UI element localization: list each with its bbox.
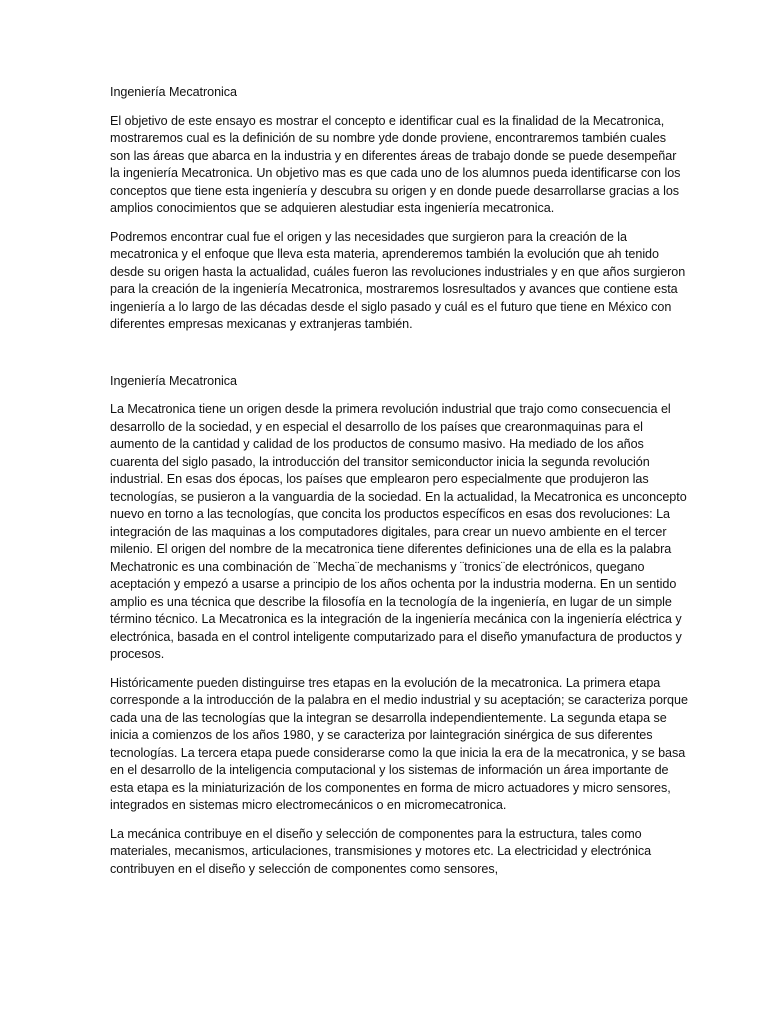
section-spacer (110, 345, 688, 373)
section-origin (110, 373, 688, 879)
paragraph: La Mecatronica tiene un origen desde la primera revolución industrial que trajo como consecuencia el desarrollo de la sociedad, y en especial el desarrollo de los países que crearonmaquinas para el aumento de la cantidad y calidad de los productos de consumo masivo. Ha mediado de los años cuarenta del siglo pasado, la introducción del transitor semiconductor inicia la segunda revolución industrial. En esas dos épocas, los países que emplearon pero especialmente que produjeron las tecnologías, se pusieron a la vanguardia de la sociedad. En la actualidad, la Mecatronica es unconcepto nuevo en torno a las tecnologías, que concita los productos específicos en esas dos revoluciones: La integración de las maquinas a los computadores digitales, para crear un nuevo ambiente en el tercer milenio. El origen del nombre de la mecatronica tiene diferentes definiciones una de ella es la palabra Mechatronic es una combinación de ¨Mecha¨de mechanisms y ¨tronics¨de electrónicos, quegano aceptación y empezó a usarse a principio de los años ochenta por la industria moderna. En un sentido amplio es una técnica que describe la filosofía en la tecnología de la ingeniería, en lugar de un simple término técnico. La Mecatronica es la integración de la ingeniería mecánica con la ingeniería eléctrica y electrónica, basada en el control inteligente computarizado para el diseño ymanufactura de productos y procesos. (110, 402, 687, 661)
section-title: Ingeniería Mecatronica (110, 85, 238, 99)
paragraph: La mecánica contribuye en el diseño y selección de componentes para la estructura, tales como materiales, mecanismos, articulaciones, transmisiones y motores etc. La electricidad y electrónica contribuyen en el diseño y selección de componentes como sensores, (110, 826, 652, 876)
paragraph: Podremos encontrar cual fue el origen y las necesidades que surgieron para la creación de la mecatronica y el enfoque que lleva esta materia, aprenderemos también la evolución que ah tenido desde su origen hasta la actualidad, cuáles fueron las revoluciones industriales y en que años surgieron para la creación de la ingeniería Mecatronica, mostraremos losresultados y avances que contiene esta ingeniería a lo largo de las décadas desde el siglo pasado y cuál es el futuro que tiene en México con diferentes empresas mexicanas y extranjeras también. (110, 229, 686, 331)
section-intro (110, 84, 688, 334)
paragraph: El objetivo de este ensayo es mostrar el concepto e identificar cual es la finalidad de la Mecatronica, mostraremos cual es la definición de su nombre yde donde proviene, encontraremos también cuales son las áreas que abarca en la industria y en diferentes áreas de trabajo donde se puede desempeñar la ingeniería Mecatronica. Un objetivo mas es que cada uno de los alumnos pueda identificarse con los conceptos que tiene esta ingeniería y descubra su origen y en donde puede desarrollarse gracias a los amplios conocimientos que se adquieren alestudiar esta ingeniería mecatronica. (110, 113, 681, 215)
paragraph: Históricamente pueden distinguirse tres etapas en la evolución de la mecatronica. La primera etapa corresponde a la introducción de la palabra en el medio industrial y su aceptación; se caracteriza porque cada una de las tecnologías que la integran se desarrolla independientemente. La segunda etapa se inicia a comienzos de los años 1980, y se caracteriza por laintegración sinérgica de sus diferentes tecnologías. La tercera etapa puede considerarse como la que inicia la era de la mecatronica, y se basa en el desarrollo de la inteligencia computacional y los sistemas de información un área importante de esta etapa es la miniaturización de los componentes en forma de micro actuadores y micro sensores, integrados en sistemas micro electromecánicos o en micromecatronica. (110, 675, 688, 812)
section-title: Ingeniería Mecatronica (110, 373, 238, 388)
